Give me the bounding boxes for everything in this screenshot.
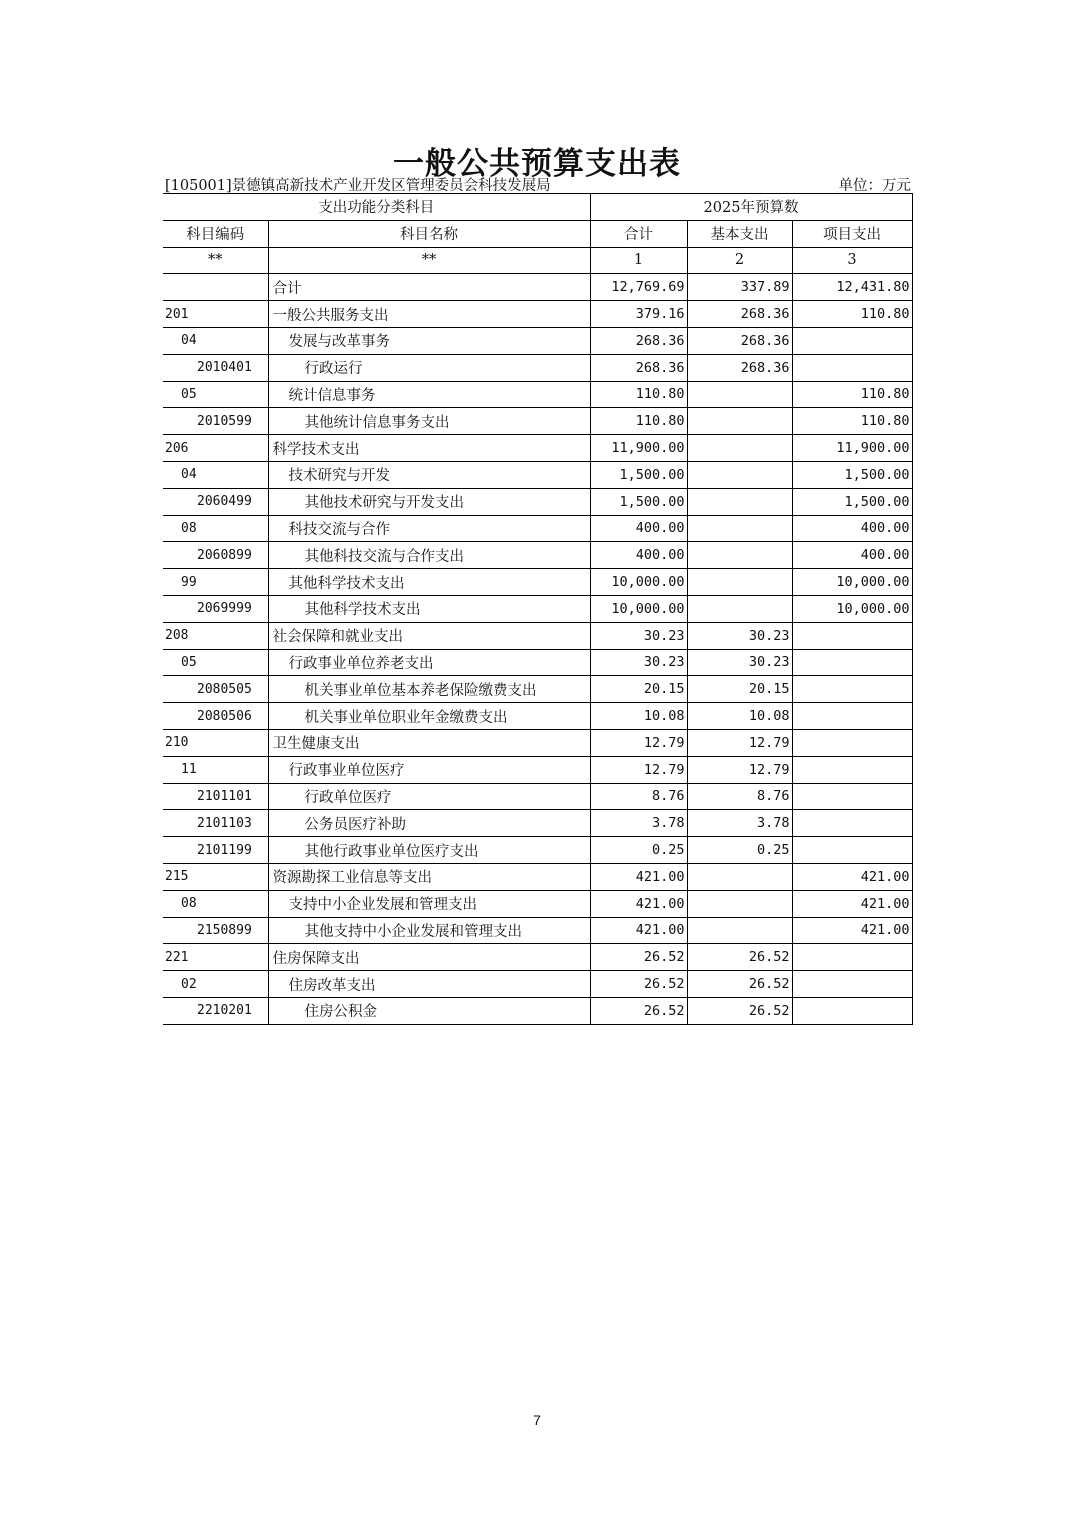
row-total: 3.78 (590, 810, 687, 837)
row-total: 30.23 (590, 649, 687, 676)
row-code: 02 (163, 971, 268, 998)
header-total: 合计 (590, 220, 687, 247)
row-code: 99 (163, 569, 268, 596)
page-number: 7 (533, 1412, 541, 1428)
row-project (792, 837, 912, 864)
row-code: 2101103 (163, 810, 268, 837)
row-project: 400.00 (792, 542, 912, 569)
row-project (792, 703, 912, 730)
table-body (163, 274, 912, 1024)
table-row (163, 354, 912, 381)
row-code: 2101199 (163, 837, 268, 864)
row-basic (687, 569, 792, 596)
row-project (792, 997, 912, 1024)
row-total: 110.80 (590, 408, 687, 435)
row-basic (687, 435, 792, 462)
row-basic: 268.36 (687, 354, 792, 381)
organization-name: [105001]景德镇高新技术产业开发区管理委员会科技发展局 (165, 178, 551, 194)
row-name: 其他科学技术支出 (268, 595, 590, 622)
row-code: 04 (163, 461, 268, 488)
row-total: 10.08 (590, 703, 687, 730)
row-total: 26.52 (590, 944, 687, 971)
table-row (163, 890, 912, 917)
row-code: 05 (163, 381, 268, 408)
row-project: 1,500.00 (792, 461, 912, 488)
row-code: 2080505 (163, 676, 268, 703)
row-total: 268.36 (590, 327, 687, 354)
table-row (163, 542, 912, 569)
table-row (163, 274, 912, 301)
table-row (163, 435, 912, 462)
row-basic (687, 488, 792, 515)
row-project: 421.00 (792, 890, 912, 917)
row-name: 行政单位医疗 (268, 783, 590, 810)
row-name: 其他统计信息事务支出 (268, 408, 590, 435)
table-row (163, 944, 912, 971)
header-code-mark: ** (163, 247, 268, 274)
header-group-right: 2025年预算数 (590, 194, 912, 221)
header-total-index: 1 (590, 247, 687, 274)
row-code: 2010599 (163, 408, 268, 435)
row-total: 1,500.00 (590, 488, 687, 515)
row-project (792, 810, 912, 837)
row-basic (687, 595, 792, 622)
header-project: 项目支出 (792, 220, 912, 247)
row-project (792, 676, 912, 703)
budget-table (163, 193, 913, 1025)
row-basic (687, 863, 792, 890)
row-project: 421.00 (792, 917, 912, 944)
row-basic (687, 542, 792, 569)
row-total: 12,769.69 (590, 274, 687, 301)
row-project: 10,000.00 (792, 595, 912, 622)
row-name: 住房公积金 (268, 997, 590, 1024)
row-name: 统计信息事务 (268, 381, 590, 408)
row-name: 住房保障支出 (268, 944, 590, 971)
table-row (163, 649, 912, 676)
row-project (792, 783, 912, 810)
row-project (792, 971, 912, 998)
row-project: 110.80 (792, 301, 912, 328)
row-basic: 10.08 (687, 703, 792, 730)
row-basic: 0.25 (687, 837, 792, 864)
table-row (163, 569, 912, 596)
row-total: 1,500.00 (590, 461, 687, 488)
row-total: 12.79 (590, 729, 687, 756)
row-total: 268.36 (590, 354, 687, 381)
table-row (163, 997, 912, 1024)
row-code: 05 (163, 649, 268, 676)
page-title: 一般公共预算支出表 (393, 146, 681, 182)
row-name: 合计 (268, 274, 590, 301)
unit-label: 单位：万元 (838, 178, 911, 194)
row-name: 卫生健康支出 (268, 729, 590, 756)
table-row (163, 515, 912, 542)
row-name: 行政事业单位养老支出 (268, 649, 590, 676)
row-total: 30.23 (590, 622, 687, 649)
row-basic (687, 917, 792, 944)
row-basic (687, 890, 792, 917)
row-code: 08 (163, 890, 268, 917)
row-basic (687, 515, 792, 542)
row-total: 421.00 (590, 917, 687, 944)
row-project (792, 756, 912, 783)
row-name: 社会保障和就业支出 (268, 622, 590, 649)
row-total: 20.15 (590, 676, 687, 703)
header-name: 科目名称 (268, 220, 590, 247)
row-basic: 337.89 (687, 274, 792, 301)
row-code: 2101101 (163, 783, 268, 810)
header-basic-index: 2 (687, 247, 792, 274)
row-total: 10,000.00 (590, 569, 687, 596)
row-total: 421.00 (590, 863, 687, 890)
table-row (163, 327, 912, 354)
row-name: 支持中小企业发展和管理支出 (268, 890, 590, 917)
table-row (163, 381, 912, 408)
row-code: 08 (163, 515, 268, 542)
row-project (792, 327, 912, 354)
row-total: 26.52 (590, 971, 687, 998)
row-code: 206 (163, 435, 268, 462)
row-project: 1,500.00 (792, 488, 912, 515)
row-name: 其他科技交流与合作支出 (268, 542, 590, 569)
row-basic: 12.79 (687, 756, 792, 783)
row-code: 11 (163, 756, 268, 783)
row-basic: 8.76 (687, 783, 792, 810)
row-basic: 268.36 (687, 301, 792, 328)
header-index-row (163, 247, 912, 274)
row-total: 400.00 (590, 515, 687, 542)
table-row (163, 703, 912, 730)
table-row (163, 488, 912, 515)
row-name: 其他行政事业单位医疗支出 (268, 837, 590, 864)
row-name: 机关事业单位职业年金缴费支出 (268, 703, 590, 730)
row-code: 201 (163, 301, 268, 328)
row-name: 行政运行 (268, 354, 590, 381)
table-row (163, 837, 912, 864)
table-row (163, 917, 912, 944)
row-code: 2060899 (163, 542, 268, 569)
row-total: 26.52 (590, 997, 687, 1024)
row-name: 其他技术研究与开发支出 (268, 488, 590, 515)
row-project: 11,900.00 (792, 435, 912, 462)
table-row (163, 595, 912, 622)
header-column-row (163, 220, 912, 247)
table-row (163, 971, 912, 998)
row-code: 2010401 (163, 354, 268, 381)
row-name: 科学技术支出 (268, 435, 590, 462)
row-project (792, 354, 912, 381)
row-total: 110.80 (590, 381, 687, 408)
row-total: 379.16 (590, 301, 687, 328)
row-basic: 12.79 (687, 729, 792, 756)
row-basic (687, 381, 792, 408)
row-code: 2060499 (163, 488, 268, 515)
row-project: 400.00 (792, 515, 912, 542)
row-project (792, 944, 912, 971)
header-basic: 基本支出 (687, 220, 792, 247)
row-code: 2069999 (163, 595, 268, 622)
row-name: 住房改革支出 (268, 971, 590, 998)
header-name-mark: ** (268, 247, 590, 274)
row-basic (687, 408, 792, 435)
row-basic: 20.15 (687, 676, 792, 703)
row-basic: 268.36 (687, 327, 792, 354)
row-total: 8.76 (590, 783, 687, 810)
row-basic: 26.52 (687, 944, 792, 971)
row-name: 资源勘探工业信息等支出 (268, 863, 590, 890)
table-subheader (165, 174, 911, 194)
row-code: 2080506 (163, 703, 268, 730)
row-code: 2150899 (163, 917, 268, 944)
table-row (163, 783, 912, 810)
row-basic: 3.78 (687, 810, 792, 837)
row-total: 10,000.00 (590, 595, 687, 622)
row-code: 210 (163, 729, 268, 756)
row-project: 12,431.80 (792, 274, 912, 301)
row-project: 110.80 (792, 408, 912, 435)
row-name: 科技交流与合作 (268, 515, 590, 542)
row-total: 421.00 (590, 890, 687, 917)
row-project (792, 622, 912, 649)
table-row (163, 301, 912, 328)
table-row (163, 461, 912, 488)
table-row (163, 756, 912, 783)
row-total: 400.00 (590, 542, 687, 569)
row-name: 公务员医疗补助 (268, 810, 590, 837)
row-project: 421.00 (792, 863, 912, 890)
table-row (163, 729, 912, 756)
row-total: 0.25 (590, 837, 687, 864)
row-project (792, 729, 912, 756)
table-row (163, 863, 912, 890)
header-group-left: 支出功能分类科目 (163, 194, 590, 221)
row-name: 其他科学技术支出 (268, 569, 590, 596)
row-name: 机关事业单位基本养老保险缴费支出 (268, 676, 590, 703)
header-project-index: 3 (792, 247, 912, 274)
row-code: 04 (163, 327, 268, 354)
row-name: 行政事业单位医疗 (268, 756, 590, 783)
row-project (792, 649, 912, 676)
row-basic: 30.23 (687, 649, 792, 676)
row-total: 12.79 (590, 756, 687, 783)
row-basic: 30.23 (687, 622, 792, 649)
row-basic: 26.52 (687, 997, 792, 1024)
table-row (163, 810, 912, 837)
header-code: 科目编码 (163, 220, 268, 247)
row-code: 2210201 (163, 997, 268, 1024)
row-name: 发展与改革事务 (268, 327, 590, 354)
row-project: 10,000.00 (792, 569, 912, 596)
row-basic: 26.52 (687, 971, 792, 998)
table-row (163, 676, 912, 703)
table-row (163, 408, 912, 435)
row-name: 技术研究与开发 (268, 461, 590, 488)
row-code: 221 (163, 944, 268, 971)
row-name: 其他支持中小企业发展和管理支出 (268, 917, 590, 944)
row-total: 11,900.00 (590, 435, 687, 462)
table-row (163, 622, 912, 649)
row-code: 208 (163, 622, 268, 649)
header-group-row (163, 194, 912, 221)
row-code: 215 (163, 863, 268, 890)
row-project: 110.80 (792, 381, 912, 408)
row-name: 一般公共服务支出 (268, 301, 590, 328)
row-code (163, 274, 268, 301)
row-basic (687, 461, 792, 488)
